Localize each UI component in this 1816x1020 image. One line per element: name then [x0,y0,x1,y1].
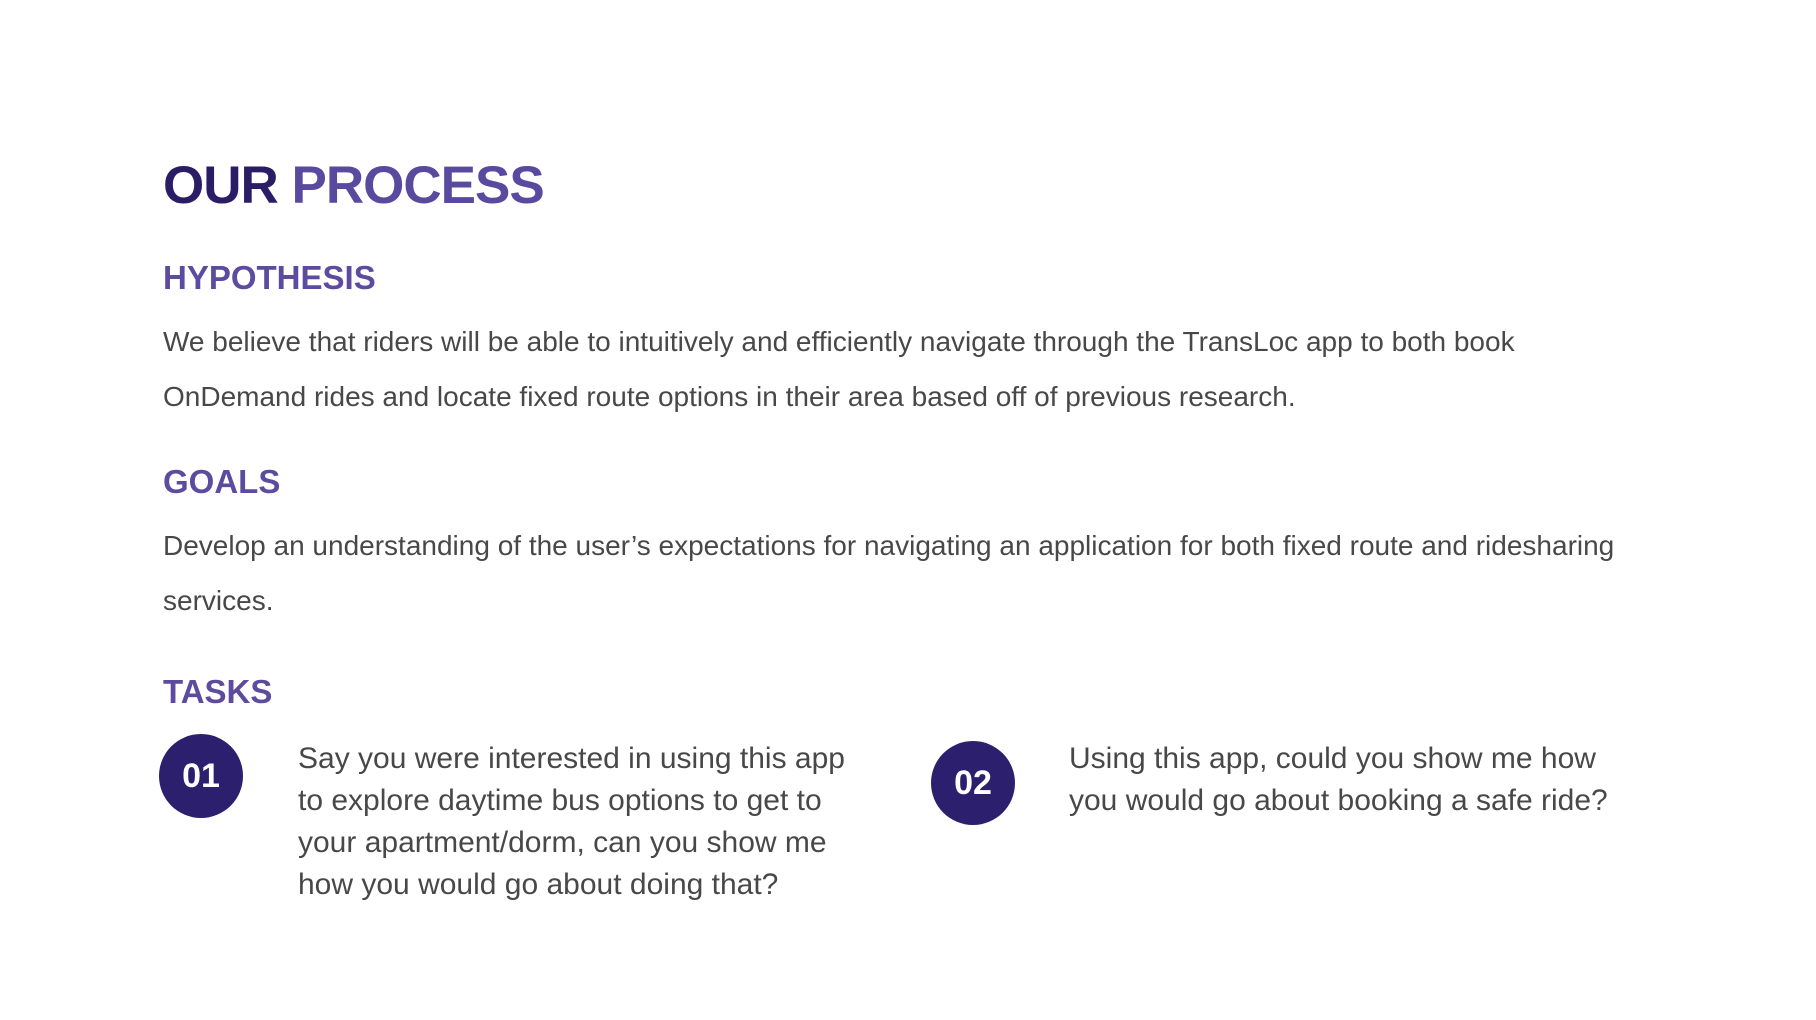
hypothesis-section [163,256,1663,424]
hypothesis-heading: HYPOTHESIS [163,259,376,296]
page-title-process: PROCESS [291,156,544,215]
page-title-our: OUR [163,156,278,215]
goals-heading: GOALS [163,463,281,500]
task-list [163,734,1663,934]
hypothesis-text: We believe that riders will be able to intuitively and efficiently navigate through the TransLoc app to both book OnDemand rides and locate fixed route options in their area based off of previous research. [163,326,1515,412]
task-number-badge: 01 [159,734,243,818]
tasks-section [163,670,1663,934]
task-item-01 [159,734,878,906]
task-number-badge: 02 [931,741,1015,825]
tasks-heading: TASKS [163,673,273,710]
task-text: Using this app, could you show me how you would go about booking a safe ride? [1069,742,1608,817]
task-item-02 [931,734,1649,825]
goals-text: Develop an understanding of the user’s expectations for navigating an application for both fixed route and ridesharing services. [163,530,1615,616]
task-text: Say you were interested in using this app to explore daytime bus options to get to your apartment/dorm, can you show me how you would go about doing that? [298,742,845,901]
page-title [163,150,1663,222]
process-page [163,150,1663,934]
goals-section [163,460,1663,628]
